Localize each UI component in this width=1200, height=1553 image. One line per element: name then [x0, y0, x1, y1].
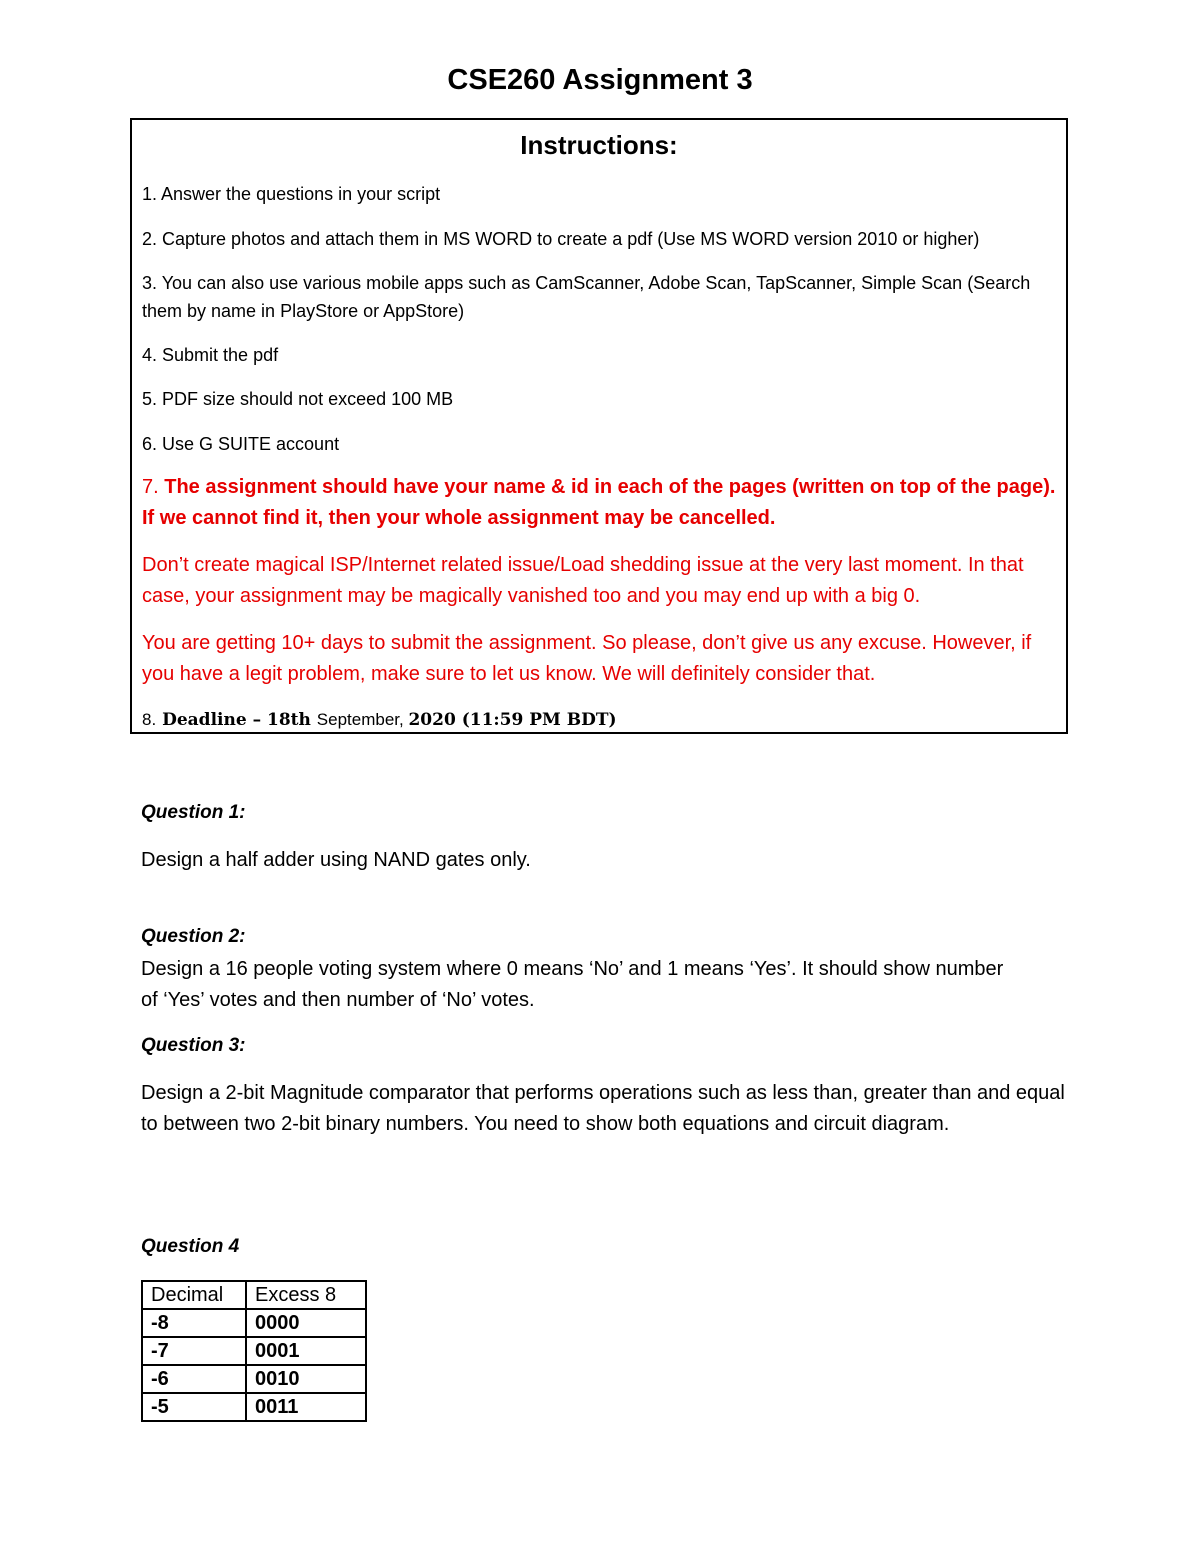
- question-1-text: Design a half adder using NAND gates only.: [141, 849, 531, 871]
- table-row: [142, 1309, 366, 1337]
- table-row: [142, 1393, 366, 1421]
- instruction-item-4: 4. Submit the pdf: [142, 345, 279, 365]
- instruction-item-3: 3. You can also use various mobile apps such as CamScanner, Adobe Scan, TapScanner, Simple Scan (Search them by name in PlayStore or AppStore): [142, 273, 1031, 321]
- question-4-label: Question 4: [141, 1236, 240, 1257]
- table-cell-decimal: -6: [142, 1365, 246, 1393]
- table-cell-excess: 0000: [246, 1309, 366, 1337]
- table-header-row: [142, 1281, 366, 1309]
- table-cell-decimal: -5: [142, 1393, 246, 1421]
- warning-paragraph-1: Don’t create magical ISP/Internet related issue/Load shedding issue at the very last moment. In that case, your assignment may be magically vanished too and you may end up with a big 0.: [142, 554, 1024, 607]
- instruction-item-1: 1. Answer the questions in your script: [142, 184, 441, 204]
- question-3-label: Question 3:: [141, 1035, 246, 1056]
- instructions-box: [130, 118, 1068, 734]
- question-2-label: Question 2:: [141, 926, 246, 947]
- table-row: [142, 1337, 366, 1365]
- question-3-text: Design a 2-bit Magnitude comparator that performs operations such as less than, greater than and equal to between two 2-bit binary numbers. You need to show both equations and circuit diagram.: [141, 1082, 1065, 1135]
- excess-8-table: [141, 1280, 367, 1422]
- deadline-line: 8. Deadline – 18th September, 2020 (11:59 PM BDT): [142, 710, 617, 730]
- table-cell-excess: 0011: [246, 1393, 366, 1421]
- table-cell-decimal: -7: [142, 1337, 246, 1365]
- instruction-item-7: 7. The assignment should have your name & id in each of the pages (written on top of the page). If we cannot find it, then your whole assignment may be cancelled.: [142, 476, 1056, 529]
- instruction-item-5: 5. PDF size should not exceed 100 MB: [142, 389, 454, 409]
- table-cell-decimal: -8: [142, 1309, 246, 1337]
- table-cell-excess: 0010: [246, 1365, 366, 1393]
- instruction-item-6: 6. Use G SUITE account: [142, 434, 340, 454]
- table-cell-excess: 0001: [246, 1337, 366, 1365]
- instructions-heading: Instructions:: [520, 130, 678, 160]
- question-1-label: Question 1:: [141, 802, 246, 823]
- warning-paragraph-2: You are getting 10+ days to submit the assignment. So please, don’t give us any excuse. However, if you have a legit problem, make sure to let us know. We will definitely consider that.: [142, 632, 1032, 685]
- table-header-excess: Excess 8: [246, 1281, 366, 1309]
- page-title: CSE260 Assignment 3: [447, 64, 753, 96]
- question-2-text: Design a 16 people voting system where 0 means ‘No’ and 1 means ‘Yes’. It should show number of ‘Yes’ votes and then number of ‘No’ votes.: [141, 958, 1004, 1011]
- instruction-item-2: 2. Capture photos and attach them in MS WORD to create a pdf (Use MS WORD version 2010 or higher): [142, 229, 980, 249]
- table-header-decimal: Decimal: [142, 1281, 246, 1309]
- table-row: [142, 1365, 366, 1393]
